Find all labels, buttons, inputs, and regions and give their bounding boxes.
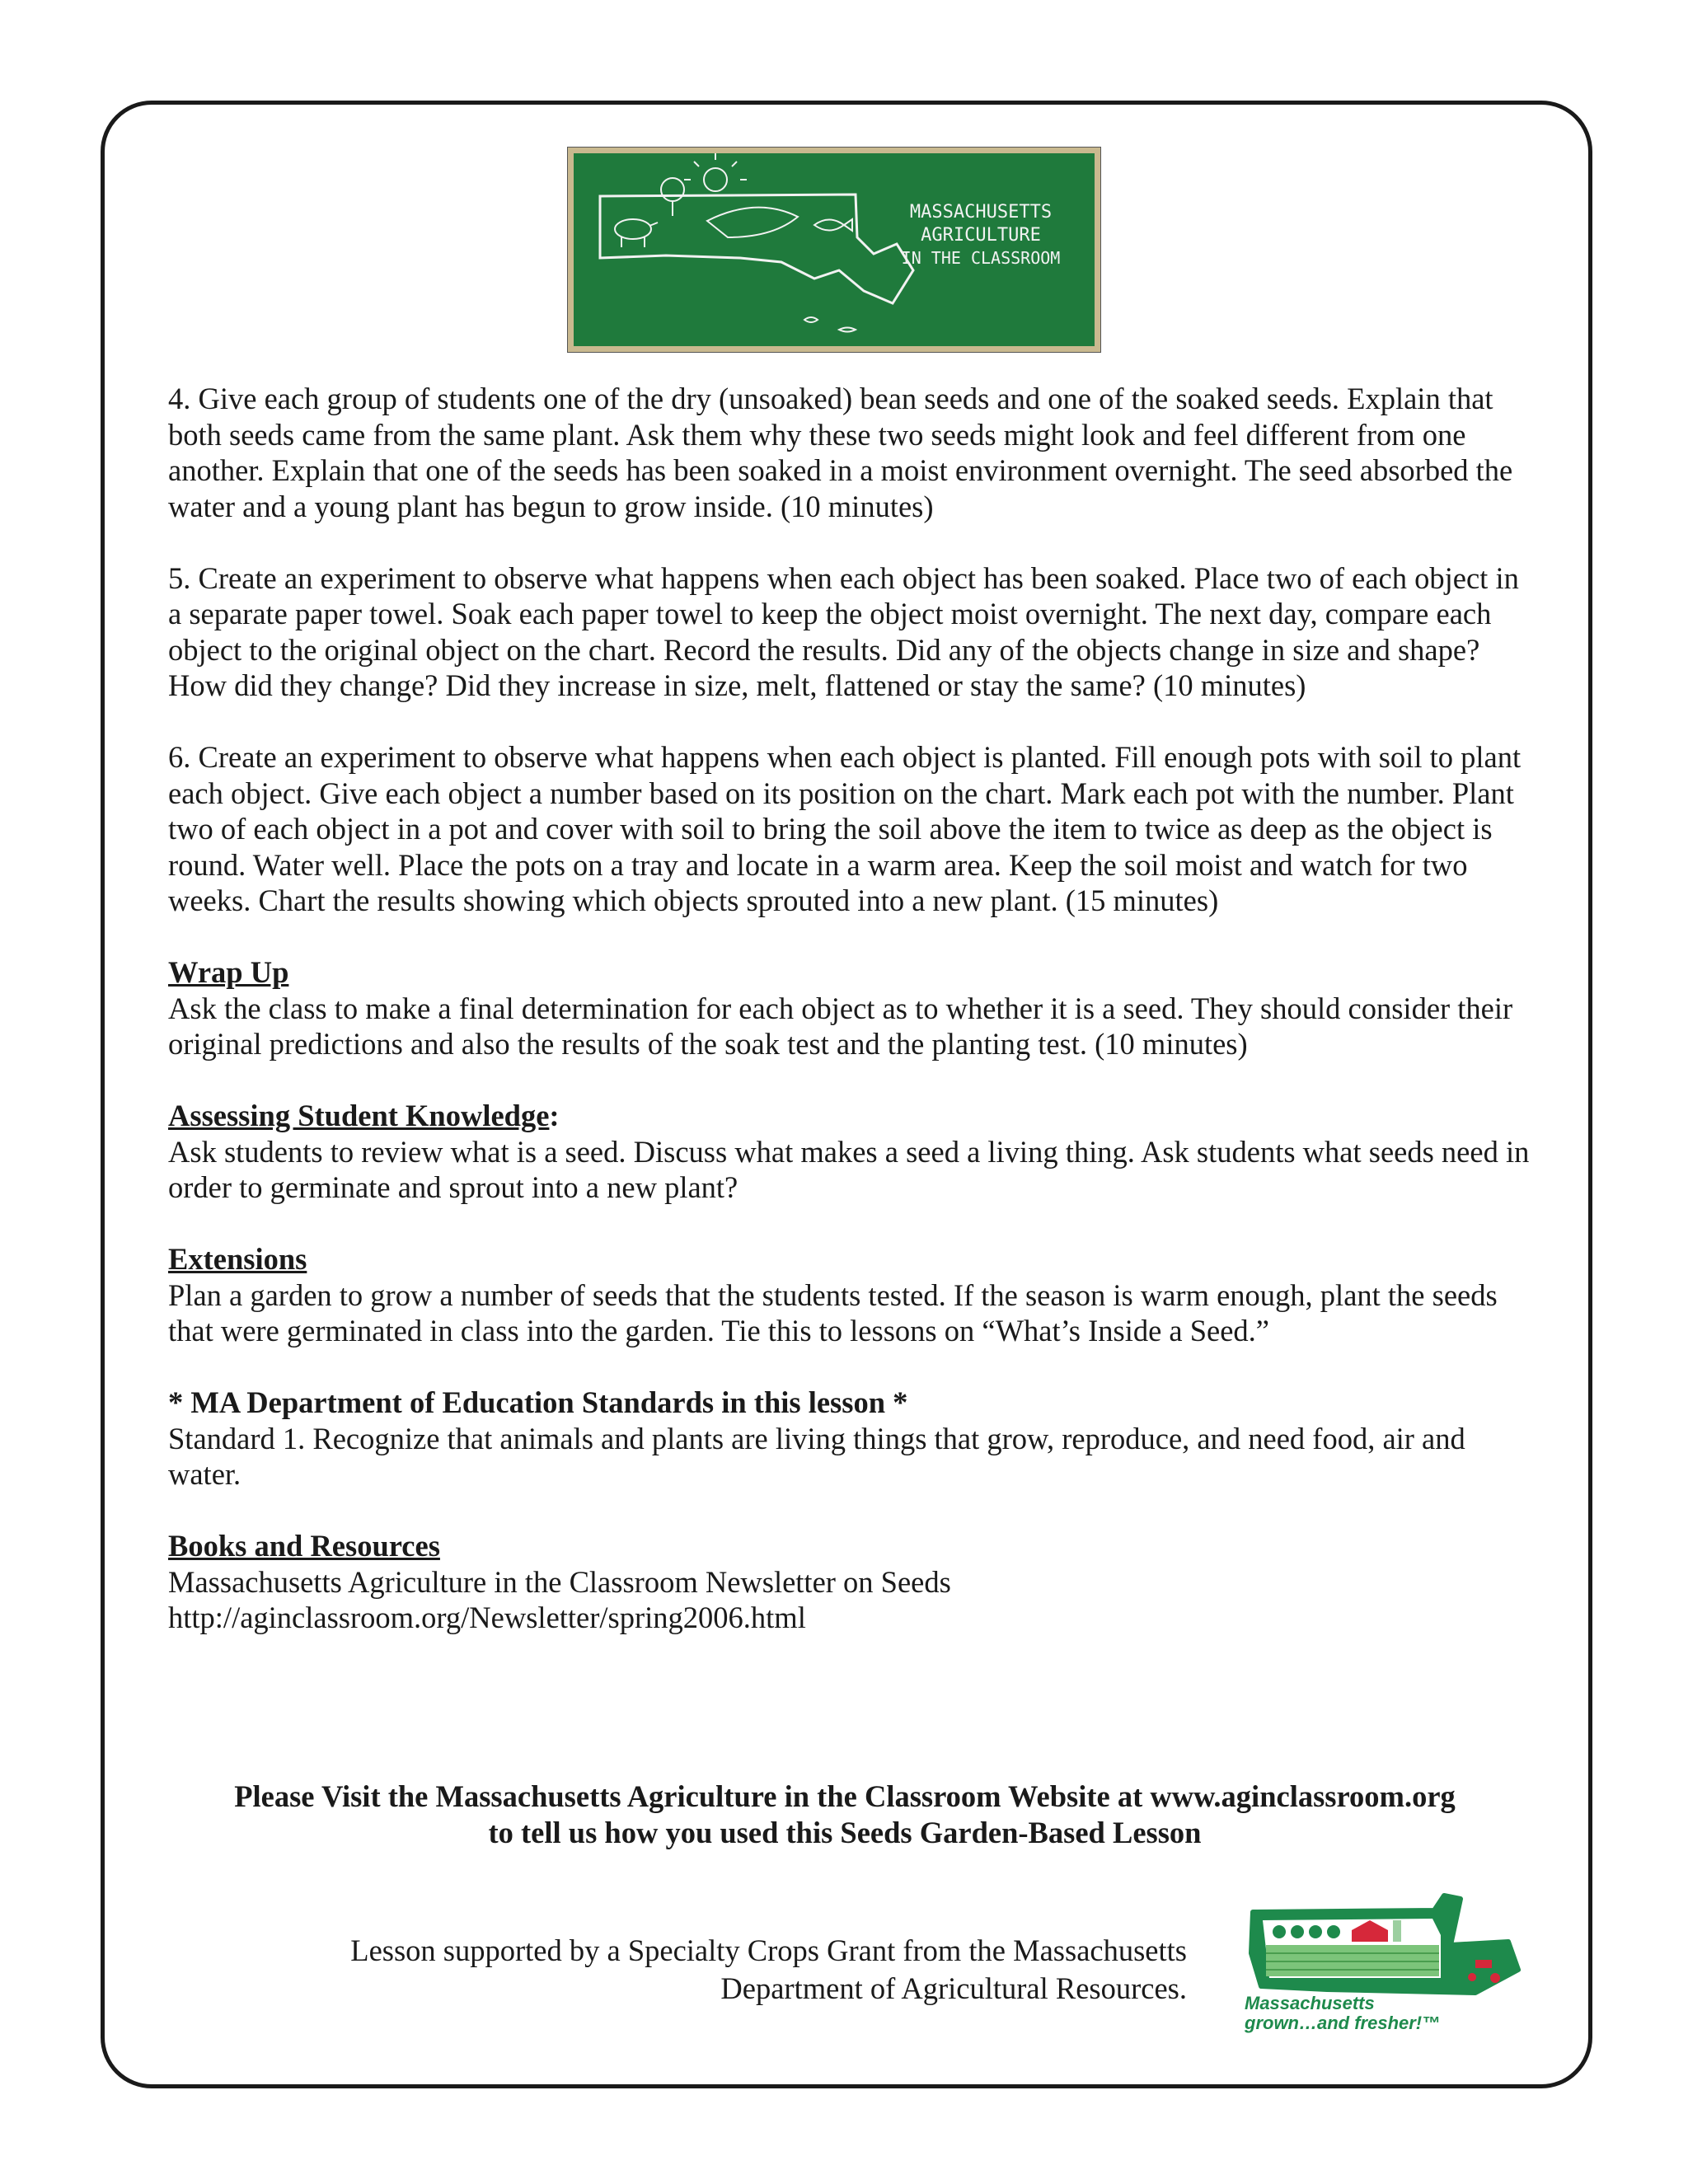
resources-heading: Books and Resources xyxy=(168,1529,440,1563)
standards-heading: * MA Department of Education Standards in this lesson * xyxy=(168,1385,908,1419)
lesson-body xyxy=(168,381,1536,1636)
wrap-up-heading: Wrap Up xyxy=(168,955,289,989)
logo-text-grown: grown…and fresher!™ xyxy=(1245,2013,1441,2033)
step-5: 5. Create an experiment to observe what happens when each object has been soaked. Place two of each object in a separate paper towel. Soak each paper towel to keep the object moist overnight. The next day, compare each object to the original object on the chart. Record the results. Did any of the objects change in size and shape? How did they change? Did they increase in size, melt, flattened or stay the same? (10 minutes) xyxy=(168,560,1519,702)
massachusetts-grown-logo xyxy=(1228,1887,1541,2036)
logo-line-3: IN THE CLASSROOM xyxy=(901,248,1061,268)
step-4: 4. Give each group of students one of the dry (unsoaked) bean seeds and one of the soaked seeds. Explain that both seeds came from the same plant. Ask them why these two seeds might look and feel different from one another. Explain that one of the seeds has been soaked in a moist environment overnight. The seed absorbed the water and a young plant has begun to grow inside. (10 minutes) xyxy=(168,382,1513,523)
step-6: 6. Create an experiment to observe what happens when each object is planted. Fill enough pots with soil to plant each object. Give each object a number based on its position on the chart. Mark each pot with the number. Plant two of each object in a pot and cover with soil to bring the soil above the item to twice as deep as the object is round. Water well. Place the pots on a tray and locate in a warm area. Keep the soil moist and watch for two weeks. Chart the results showing which objects sprouted into a new plant. (15 minutes) xyxy=(168,740,1522,917)
visit-line-2: to tell us how you used this Seeds Garden-Based Lesson xyxy=(488,1815,1202,1849)
logo-line-1: MASSACHUSETTS xyxy=(909,202,1053,223)
mac-chalkboard-logo xyxy=(567,147,1101,353)
extensions-text: Plan a garden to grow a number of seeds that the students tested. If the season is warm enough, plant the seeds that were germinated in class into the garden. Tie this to lessons on “What’s Inside a Seed.” xyxy=(168,1277,1498,1347)
logo-line-2: AGRICULTURE xyxy=(921,225,1041,246)
logo-text-massachusetts: Massachusetts xyxy=(1245,1993,1375,2013)
grant-support-note xyxy=(247,1932,1187,2008)
assessing-colon: : xyxy=(549,1099,560,1132)
visit-website-note xyxy=(124,1779,1566,1850)
support-line-2: Department of Agricultural Resources. xyxy=(720,1971,1187,2005)
assessing-heading: Assessing Student Knowledge xyxy=(168,1099,550,1132)
standards-text: Standard 1. Recognize that animals and plants are living things that grow, reproduce, and need food, air and water. xyxy=(168,1421,1465,1491)
resource-newsletter: Massachusetts Agriculture in the Classroom Newsletter on Seeds xyxy=(168,1564,951,1599)
extensions-heading: Extensions xyxy=(168,1242,307,1276)
resource-url[interactable]: http://aginclassroom.org/Newsletter/spring2006.html xyxy=(168,1601,806,1634)
support-line-1: Lesson supported by a Specialty Crops Grant from the Massachusetts xyxy=(350,1933,1187,1967)
assessing-text: Ask students to review what is a seed. Discuss what makes a seed a living thing. Ask students what seeds need in order to germinate and sprout into a new plant? xyxy=(168,1134,1530,1204)
wrap-up-text: Ask the class to make a final determination for each object as to whether it is a seed. They should consider their original predictions and also the results of the soak test and the planting test. (10 minutes) xyxy=(168,991,1513,1061)
visit-line-1: Please Visit the Massachusetts Agriculture in the Classroom Website at www.aginclassroom.org xyxy=(234,1779,1456,1813)
